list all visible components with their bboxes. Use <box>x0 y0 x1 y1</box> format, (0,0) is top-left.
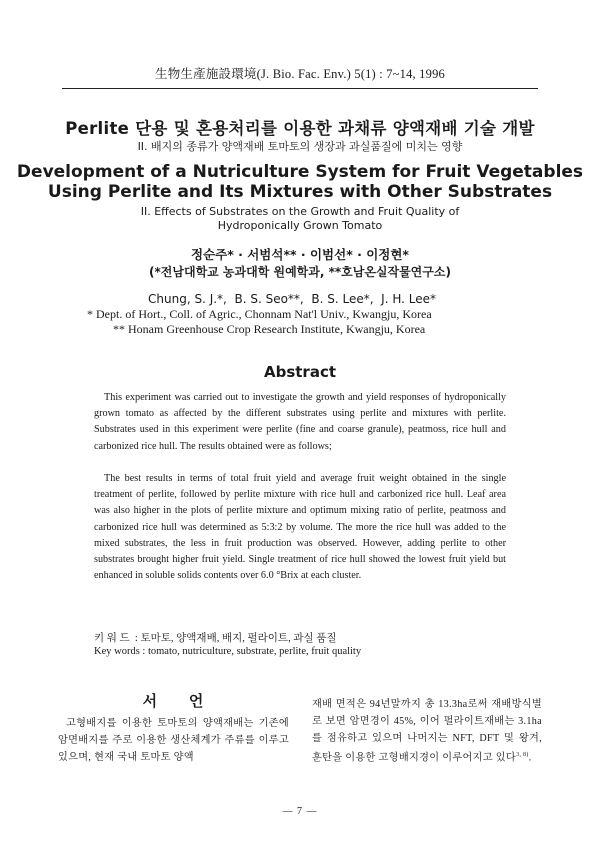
intro-right-text: 재배 면적은 94년말까지 총 13.3ha로써 재배방식별로 보면 암면경이 45%, 이어 펄라이트재배는 3.1ha를 점유하고 있으며 나머지는 NFT, DFT 및 왕겨, 훈탄을 이용한 고형배지경이 이루어지고 있다 <box>312 699 542 764</box>
abstract-heading: Abstract <box>263 363 337 381</box>
page-number: — 7 — <box>282 806 318 817</box>
section-heading-introduction: 서 언 <box>142 694 218 710</box>
english-title: Development of a Nutriculture System for Fruit Vegetables Using Perlite and Its Mixtures with Other Substrates <box>16 162 584 202</box>
keywords-english: Key words : tomato, nutriculture, substrate, perlite, fruit quality <box>94 646 362 657</box>
korean-authors: 정순주* · 서범석** · 이범선* · 이정현* <box>191 247 409 262</box>
header-rule <box>62 88 538 89</box>
intro-right-column <box>312 696 542 766</box>
english-subtitle: II. Effects of Substrates on the Growth and Fruit Quality of Hydroponically Grown Tomato <box>140 205 460 232</box>
abstract-paragraph-2: The best results in terms of total fruit yield and average fruit weight obtained in the single treatment of perlite, followed by perlite mixture with rice hull and carbonized rice hull. Leaf area was also higher in the plots of perlite mixture and optimum mixing ratio of perlite, peatmoss and carbonized rice hull was determined as 5:3:2 by volume. The more the rice hull was added to the mixed substrates, the less in fruit production was observed. However, adding perlite to other substrates brought higher fruit yield. Single treatment of rice hull showed the lowest fruit yield but enhanced in soluble solids contents over 6.0 °Brix at each cluster. <box>94 473 506 582</box>
abstract-paragraph-1: This experiment was carried out to investigate the growth and yield responses of hydroponically grown tomato as affected by the different substrates using perlite and mixtures with perlite. Substrates used in this experiment were perlite (fine and coarse granule), peatmoss, rice hull and carbonized rice hull. The results obtained were as follows; <box>94 392 506 452</box>
english-affiliation-1: * Dept. of Hort., Coll. of Agric., Chonnam Nat'l Univ., Kwangju, Korea <box>87 307 432 321</box>
korean-title: Perlite 단용 및 혼용처리를 이용한 과채류 양액재배 기술 개발 <box>65 119 535 138</box>
english-affiliation-2: ** Honam Greenhouse Crop Research Institute, Kwangju, Korea <box>113 322 426 336</box>
korean-subtitle: II. 배지의 종류가 양액재배 토마토의 생장과 과실품질에 미치는 영향 <box>137 140 463 153</box>
journal-header: 生物生產施設環境(J. Bio. Fac. Env.) 5(1) : 7~14, 1996 <box>155 67 445 81</box>
korean-affiliation: (*전남대학교 농과대학 원예학과, **호남온실작물연구소) <box>149 265 451 279</box>
intro-right-period: . <box>528 752 532 764</box>
keywords-korean: 키 워 드 : 토마토, 양액재배, 배지, 펄라이트, 과실 품질 <box>94 633 337 644</box>
citation-superscript: 3, 8) <box>516 752 529 758</box>
intro-left-column: 고형배지를 이용한 토마토의 양액재배는 기존에 암면배지를 주로 이용한 생산체계가 주류를 이루고 있으며, 현재 국내 토마토 양액 <box>58 718 289 763</box>
english-authors: Chung, S. J.*, B. S. Seo**, B. S. Lee*, J. H. Lee* <box>148 292 437 306</box>
